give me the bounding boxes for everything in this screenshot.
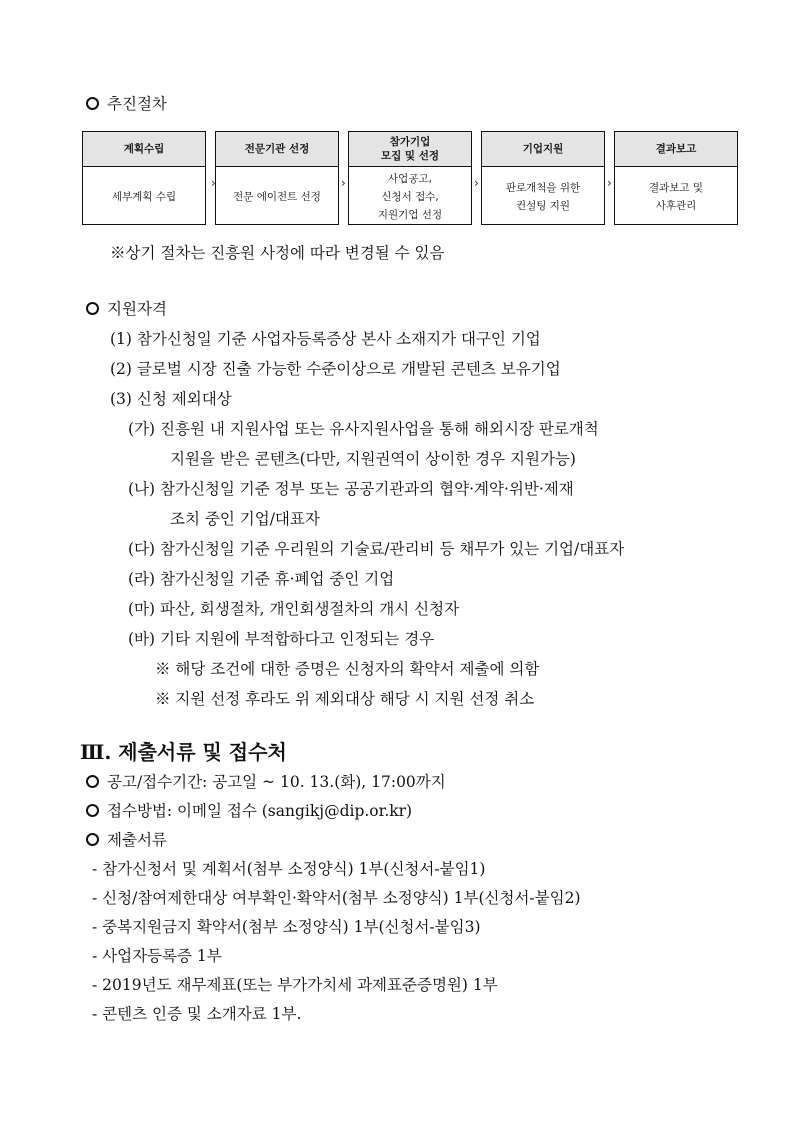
exclusion-item: (가) 진흥원 내 지원사업 또는 유사지원사업을 통해 해외시장 판로개척 xyxy=(128,420,599,438)
flow-step-5 xyxy=(614,131,738,225)
submission-method: 접수방법: 이메일 접수 (sangikj@dip.or.kr) xyxy=(86,799,412,821)
document-item: - 사업자등록증 1부 xyxy=(92,947,222,965)
exclusion-item-cont: 조치 중인 기업/대표자 xyxy=(170,510,320,528)
flow-step-body: 판로개척을 위한 컨설팅 지원 xyxy=(505,181,581,212)
eligibility-item: (1) 참가신청일 기준 사업자등록증상 본사 소재지가 대구인 기업 xyxy=(110,330,541,348)
chevron-right-icon: › xyxy=(607,176,612,190)
flow-step-body: 사업공고, 신청서 접수, 지원기업 선정 xyxy=(377,172,443,221)
document-item: - 콘텐츠 인증 및 소개자료 1부. xyxy=(92,1005,302,1023)
document-item: - 참가신청서 및 계획서(첨부 소정양식) 1부(신청서-붙임1) xyxy=(92,860,486,878)
exclusion-item: (마) 파산, 회생절차, 개인회생절차의 개시 신청자 xyxy=(128,600,460,618)
circle-bullet-icon xyxy=(86,833,99,846)
flow-step-4 xyxy=(481,131,605,225)
flow-step-title: 전문기관 선정 xyxy=(216,132,338,167)
chevron-right-icon: › xyxy=(211,176,216,190)
exclusion-item: (바) 기타 지원에 부적합하다고 인정되는 경우 xyxy=(128,630,435,648)
section-title: Ⅲ. 제출서류 및 접수처 xyxy=(80,740,287,764)
procedure-note: ※상기 절차는 진흥원 사정에 따라 변경될 수 있음 xyxy=(110,244,445,262)
circle-bullet-icon xyxy=(86,302,99,315)
flow-step-body: 결과보고 및 사후관리 xyxy=(648,181,704,212)
document-item: - 2019년도 재무제표(또는 부가가치세 과제표준증명원) 1부 xyxy=(92,976,498,994)
flow-step-title: 계획수립 xyxy=(83,132,205,167)
exclusion-item: (나) 참가신청일 기준 정부 또는 공공기관과의 협약·계약·위반·제재 xyxy=(128,480,574,498)
documents-heading: 제출서류 xyxy=(86,828,167,850)
flow-step-3 xyxy=(348,131,472,225)
procedure-heading: 추진절차 xyxy=(86,92,167,114)
flow-step-title: 결과보고 xyxy=(615,132,737,167)
flow-step-title: 기업지원 xyxy=(482,132,604,167)
flow-step-body: 전문 에이전트 선정 xyxy=(233,190,321,203)
flow-step-1 xyxy=(82,131,206,225)
submission-period: 공고/접수기간: 공고일 ~ 10. 13.(화), 17:00까지 xyxy=(86,770,446,792)
document-item: - 중복지원금지 확약서(첨부 소정양식) 1부(신청서-붙임3) xyxy=(92,918,481,936)
exclusion-item-cont: 지원을 받은 콘텐츠(다만, 지원권역이 상이한 경우 지원가능) xyxy=(170,450,576,468)
chevron-right-icon: › xyxy=(474,176,479,190)
circle-bullet-icon xyxy=(86,775,99,788)
eligibility-item: (3) 신청 제외대상 xyxy=(110,390,232,408)
circle-bullet-icon xyxy=(86,97,99,110)
exclusion-item: (다) 참가신청일 기준 우리원의 기술료/관리비 등 채무가 있는 기업/대표자 xyxy=(128,540,625,558)
exclusion-item: (라) 참가신청일 기준 휴·폐업 중인 기업 xyxy=(128,570,395,588)
circle-bullet-icon xyxy=(86,804,99,817)
eligibility-note: ※ 해당 조건에 대한 증명은 신청자의 확약서 제출에 의함 xyxy=(155,660,540,678)
flow-step-2 xyxy=(215,131,339,225)
chevron-right-icon: › xyxy=(341,176,346,190)
flow-step-title: 참가기업 모집 및 선정 xyxy=(349,132,471,167)
eligibility-item: (2) 글로벌 시장 진출 가능한 수준이상으로 개발된 콘텐츠 보유기업 xyxy=(110,360,561,378)
flow-step-body: 세부계획 수립 xyxy=(111,190,177,203)
document-item: - 신청/참여제한대상 여부확인·확약서(첨부 소정양식) 1부(신청서-붙임2) xyxy=(92,889,581,907)
eligibility-note: ※ 지원 선정 후라도 위 제외대상 해당 시 지원 선정 취소 xyxy=(155,690,535,708)
eligibility-heading: 지원자격 xyxy=(86,297,167,319)
